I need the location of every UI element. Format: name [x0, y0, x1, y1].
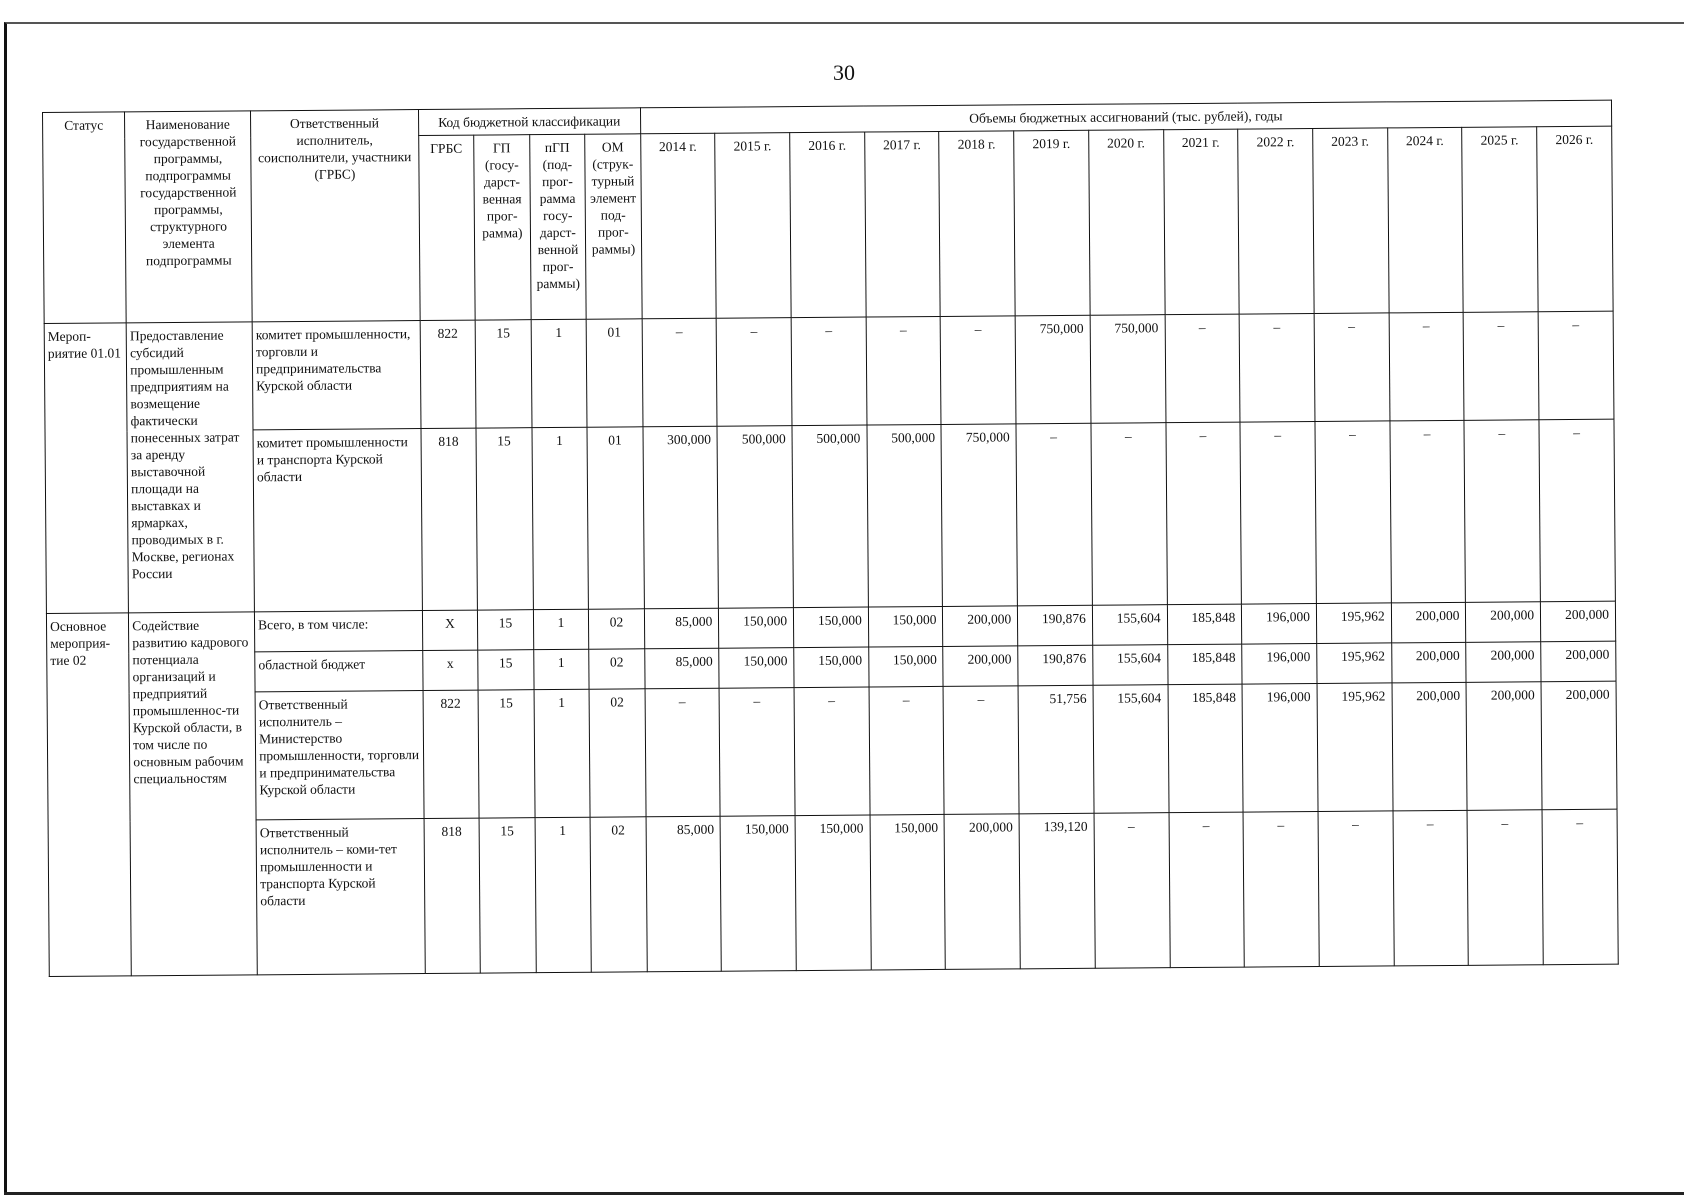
grbs-cell: 818 — [424, 818, 481, 973]
value-cell: – — [1389, 312, 1465, 421]
header-name: Наименование государственной программы, подпрограммы государственной программы, структурного элемента подпрограммы — [125, 111, 253, 323]
value-cell: 200,000 — [943, 606, 1018, 647]
value-cell: 150,000 — [870, 814, 946, 970]
value-cell: – — [645, 688, 721, 817]
header-year: 2025 г. — [1462, 127, 1538, 313]
value-cell: – — [1464, 420, 1540, 603]
value-cell: 200,000 — [1466, 682, 1542, 811]
value-cell: 200,000 — [1466, 642, 1541, 683]
value-cell: 51,756 — [1018, 685, 1094, 814]
value-cell: 200,000 — [1541, 641, 1616, 682]
table-row — [44, 311, 1614, 431]
header-om: ОМ (струк-турный элемент под-прог-раммы) — [585, 134, 642, 319]
value-cell: 196,000 — [1242, 604, 1317, 645]
pgp-cell: 1 — [533, 609, 589, 649]
executor-cell: Ответственный исполнитель – Министерство промышленности, торговли и предпринимательства Курской области — [255, 691, 424, 820]
om-cell: 02 — [589, 689, 646, 817]
om-cell: 02 — [590, 817, 647, 972]
value-cell: 200,000 — [1541, 601, 1616, 642]
header-year: 2021 г. — [1163, 129, 1239, 315]
value-cell: – — [1467, 810, 1543, 966]
value-cell: – — [1315, 421, 1391, 604]
value-cell: – — [1393, 810, 1469, 966]
gp-cell: 15 — [475, 320, 531, 428]
page-bottom-edge — [4, 1192, 1684, 1195]
value-cell: 185,848 — [1168, 684, 1244, 813]
value-cell: 150,000 — [719, 608, 794, 649]
value-cell: – — [1091, 423, 1167, 606]
value-cell: 200,000 — [1392, 682, 1468, 811]
gp-cell: 15 — [478, 610, 534, 650]
value-cell: 150,000 — [794, 647, 869, 688]
value-cell: 150,000 — [795, 815, 871, 971]
value-cell: 150,000 — [869, 646, 944, 687]
executor-cell: областной бюджет — [255, 651, 423, 692]
value-cell: 185,848 — [1167, 604, 1242, 645]
value-cell: 200,000 — [1391, 602, 1466, 643]
header-year: 2023 г. — [1313, 128, 1389, 314]
table-row — [47, 681, 1617, 821]
header-year: 2015 г. — [715, 133, 791, 319]
value-cell: 196,000 — [1242, 644, 1317, 685]
table-row — [48, 809, 1618, 976]
status-cell: Основное мероприя-тие 02 — [46, 613, 131, 977]
value-cell: – — [719, 688, 795, 817]
value-cell: – — [1243, 811, 1319, 967]
value-cell: 300,000 — [643, 426, 719, 609]
budget-table — [42, 100, 1619, 977]
value-cell: 200,000 — [1466, 602, 1541, 643]
gp-cell: 15 — [476, 428, 533, 610]
header-year: 2017 г. — [864, 131, 940, 317]
value-cell: – — [1166, 422, 1242, 605]
pgp-cell: 1 — [535, 817, 592, 972]
grbs-cell: 818 — [421, 428, 478, 610]
value-cell: – — [1314, 313, 1390, 422]
header-year: 2018 г. — [939, 131, 1015, 317]
value-cell: 195,962 — [1316, 603, 1391, 644]
pgp-cell: 1 — [534, 689, 591, 817]
value-cell: 500,000 — [867, 424, 943, 607]
header-year: 2014 г. — [640, 133, 716, 319]
value-cell: – — [869, 686, 945, 815]
status-cell: Мероп-риятие 01.01 — [44, 323, 128, 614]
executor-cell: Ответственный исполнитель – коми-тет промышленности и транспорта Курской области — [256, 819, 425, 975]
value-cell: 190,876 — [1018, 605, 1093, 646]
name-cell: Предоставление субсидий промышленным предприятиям на возмещение фактически понесенных затрат за аренду выставочной площади на выставках и ярмарках, проводимых в г. Москве, регионах России — [126, 322, 254, 613]
value-cell: 150,000 — [868, 606, 943, 647]
executor-cell: Всего, в том числе: — [255, 611, 423, 652]
value-cell: 195,962 — [1317, 683, 1393, 812]
pgp-cell: 1 — [531, 319, 587, 427]
value-cell: 200,000 — [945, 814, 1021, 970]
header-budget-code: Код бюджетной классификации — [418, 108, 640, 136]
value-cell: – — [1318, 811, 1394, 967]
value-cell: 500,000 — [792, 425, 868, 608]
value-cell: 196,000 — [1242, 684, 1318, 813]
name-cell: Содействие развитию кадрового потенциала организаций и предприятий промышленнос-ти Курской области, в том числе по основным рабочим специальностям — [129, 612, 258, 976]
grbs-cell: 822 — [423, 690, 480, 818]
gp-cell: 15 — [479, 818, 536, 973]
gp-cell: 15 — [478, 690, 535, 818]
value-cell: 750,000 — [1090, 315, 1166, 424]
header-volumes: Объемы бюджетных ассигнований (тыс. рублей), годы — [640, 100, 1612, 134]
value-cell: – — [1539, 419, 1615, 602]
grbs-cell: Х — [422, 610, 478, 650]
value-cell: 190,876 — [1018, 645, 1093, 686]
value-cell: – — [717, 318, 793, 427]
value-cell: 195,962 — [1317, 643, 1392, 684]
value-cell: 750,000 — [1015, 315, 1091, 424]
header-year: 2022 г. — [1238, 129, 1314, 315]
executor-cell: комитет промышленности, торговли и предпринимательства Курской области — [252, 321, 420, 430]
value-cell: – — [1538, 311, 1614, 420]
value-cell: 150,000 — [719, 648, 794, 689]
value-cell: – — [791, 317, 867, 426]
value-cell: 85,000 — [644, 648, 719, 689]
value-cell: 150,000 — [793, 607, 868, 648]
value-cell: 200,000 — [943, 646, 1018, 687]
value-cell: – — [1169, 812, 1245, 968]
value-cell: – — [1240, 422, 1316, 605]
om-cell: 01 — [586, 319, 642, 427]
value-cell: – — [941, 316, 1017, 425]
value-cell: – — [794, 687, 870, 816]
header-year: 2020 г. — [1089, 130, 1165, 316]
grbs-cell: х — [422, 650, 478, 690]
executor-cell: комитет промышленности и транспорта Курской области — [253, 429, 422, 612]
value-cell: – — [1165, 314, 1241, 423]
value-cell: – — [866, 316, 942, 425]
value-cell: 150,000 — [720, 816, 796, 972]
header-year: 2019 г. — [1014, 130, 1090, 316]
value-cell: 155,604 — [1093, 645, 1168, 686]
value-cell: 155,604 — [1093, 685, 1169, 814]
table-row — [45, 419, 1615, 613]
grbs-cell: 822 — [420, 320, 476, 428]
header-gp: ГП (госу-дарст-венная прог-рамма) — [474, 135, 531, 320]
om-cell: 02 — [589, 649, 645, 689]
header-status: Статус — [43, 112, 127, 324]
header-grbs: ГРБС — [418, 135, 475, 320]
om-cell: 01 — [587, 427, 644, 609]
value-cell: 200,000 — [1541, 681, 1617, 810]
page-number: 30 — [833, 60, 855, 85]
value-cell: 85,000 — [644, 608, 719, 649]
value-cell: 185,848 — [1167, 644, 1242, 685]
value-cell: 85,000 — [646, 816, 722, 972]
value-cell: – — [1016, 423, 1092, 606]
value-cell: – — [944, 686, 1020, 815]
header-year: 2016 г. — [790, 132, 866, 318]
pgp-cell: 1 — [533, 649, 589, 689]
value-cell: 200,000 — [1391, 642, 1466, 683]
value-cell: – — [1542, 809, 1618, 965]
value-cell: – — [1464, 312, 1540, 421]
header-executor: Ответственный исполнитель, соисполнители, участники (ГРБС) — [251, 110, 420, 322]
header-year: 2024 г. — [1387, 127, 1463, 313]
value-cell: 500,000 — [717, 426, 793, 609]
value-cell: – — [1094, 813, 1170, 969]
pgp-cell: 1 — [532, 427, 589, 609]
om-cell: 02 — [589, 609, 645, 649]
value-cell: 750,000 — [941, 424, 1017, 607]
value-cell: – — [642, 318, 718, 427]
header-year: 2026 г. — [1537, 126, 1613, 312]
value-cell: – — [1390, 420, 1466, 603]
value-cell: – — [1239, 314, 1315, 423]
gp-cell: 15 — [478, 650, 534, 690]
value-cell: 139,120 — [1019, 813, 1095, 969]
value-cell: 155,604 — [1092, 605, 1167, 646]
header-pgp: пГП (под-прог-рамма госу-дарст-венной прог-раммы) — [529, 134, 586, 319]
